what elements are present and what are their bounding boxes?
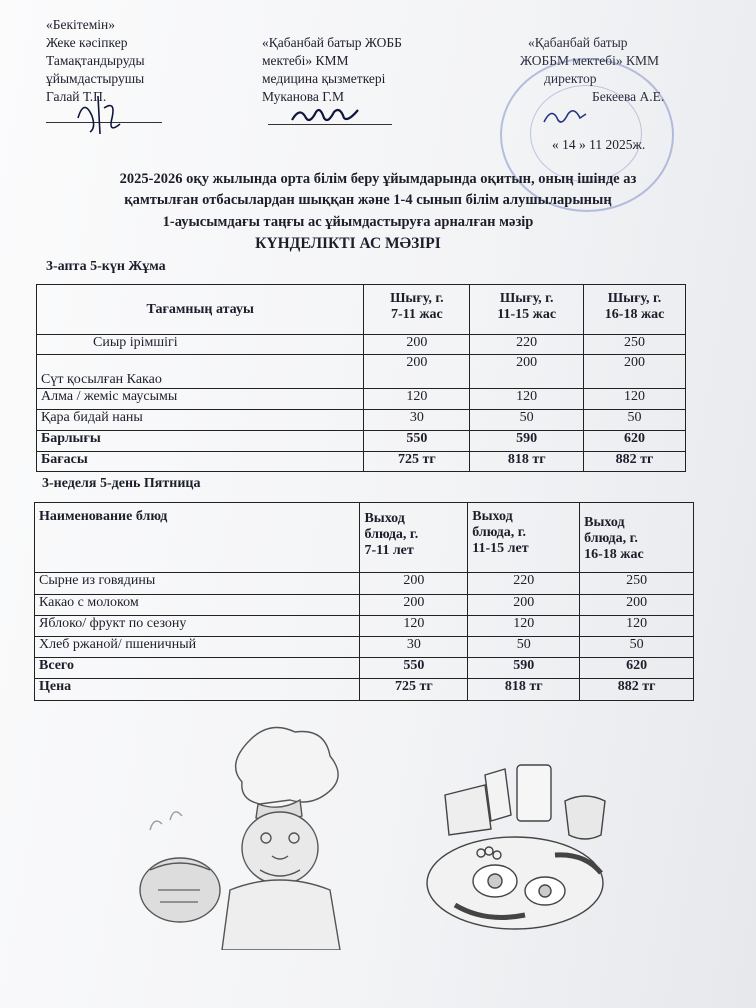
price-row bbox=[35, 679, 694, 701]
column-header: Шығу, г. 7-11 жас bbox=[364, 285, 470, 335]
table-row bbox=[37, 389, 686, 410]
portion-7-11: 200 bbox=[364, 335, 470, 355]
approval-line: ұйымдастырушы bbox=[46, 71, 145, 86]
breakfast-illustration-icon bbox=[425, 755, 625, 935]
table-row bbox=[35, 637, 694, 658]
portion-7-11: 120 bbox=[360, 616, 468, 637]
portion-7-11: 30 bbox=[364, 410, 470, 431]
kz-day-subtitle: 3-апта 5-күн Жұма bbox=[46, 259, 166, 274]
portion-11-15: 220 bbox=[470, 335, 584, 355]
approval-line: «Қабанбай батыр ЖОББ bbox=[262, 35, 402, 50]
table-row bbox=[37, 355, 686, 389]
dish-name: Сиыр ірімшігі bbox=[37, 335, 364, 355]
document-title-line: 1-ауысымдағы таңғы ас ұйымдастыруға арналған мәзір bbox=[162, 214, 534, 230]
total-11-15: 590 bbox=[468, 658, 580, 679]
dish-name: Какао с молоком bbox=[35, 595, 360, 616]
price-16-18: 882 тг bbox=[584, 452, 686, 472]
portion-11-15: 200 bbox=[468, 595, 580, 616]
approval-line: Муканова Г.М bbox=[262, 89, 344, 104]
portion-11-15: 120 bbox=[470, 389, 584, 410]
approval-block-middle bbox=[262, 34, 402, 106]
portion-16-18: 200 bbox=[580, 595, 694, 616]
price-label: Цена bbox=[35, 679, 360, 701]
portion-16-18: 50 bbox=[584, 410, 686, 431]
table-header-row bbox=[35, 503, 694, 573]
ru-day-subtitle: 3-неделя 5-день Пятница bbox=[42, 476, 201, 491]
approval-line: Жеке кәсіпкер bbox=[46, 35, 128, 50]
price-7-11: 725 тг bbox=[360, 679, 468, 701]
approval-date: « 14 » 11 2025ж. bbox=[552, 137, 646, 152]
ru-menu-table bbox=[34, 502, 694, 701]
price-16-18: 882 тг bbox=[580, 679, 694, 701]
table-row bbox=[35, 616, 694, 637]
approval-line: ЖОББМ мектебі» КММ bbox=[520, 53, 659, 68]
total-16-18: 620 bbox=[580, 658, 694, 679]
portion-7-11: 30 bbox=[360, 637, 468, 658]
kz-menu-table bbox=[36, 284, 686, 472]
column-header: Тағамның атауы bbox=[37, 285, 364, 335]
portion-16-18: 50 bbox=[580, 637, 694, 658]
total-7-11: 550 bbox=[364, 431, 470, 452]
total-label: Барлығы bbox=[37, 431, 364, 452]
column-header: Шығу, г. 16-18 жас bbox=[584, 285, 686, 335]
total-16-18: 620 bbox=[584, 431, 686, 452]
signature-right-icon bbox=[540, 104, 590, 128]
total-7-11: 550 bbox=[360, 658, 468, 679]
approval-line: Галай Т.П. bbox=[46, 89, 107, 104]
price-label: Бағасы bbox=[37, 452, 364, 472]
approval-line: медицина қызметкері bbox=[262, 71, 386, 86]
signature-left-icon bbox=[70, 88, 130, 138]
column-header: Выход блюда, г. 7-11 лет bbox=[360, 503, 468, 573]
portion-11-15: 120 bbox=[468, 616, 580, 637]
dish-name: Сырне из говядины bbox=[35, 573, 360, 595]
approval-line: «Бекітемін» bbox=[46, 17, 115, 32]
dish-name: Яблоко/ фрукт по сезону bbox=[35, 616, 360, 637]
column-header: Выход блюда, г. 11-15 лет bbox=[468, 503, 580, 573]
portion-11-15: 50 bbox=[468, 637, 580, 658]
portion-16-18: 250 bbox=[580, 573, 694, 595]
total-row bbox=[37, 431, 686, 452]
approval-block-right bbox=[520, 34, 664, 106]
approval-line: мектебі» КММ bbox=[262, 53, 349, 68]
portion-11-15: 200 bbox=[470, 355, 584, 389]
portion-16-18: 120 bbox=[584, 389, 686, 410]
signature-middle-icon bbox=[290, 104, 360, 126]
column-header: Наименование блюд bbox=[35, 503, 360, 573]
document-heading: КҮНДЕЛІКТІ АС МӘЗІРІ bbox=[255, 235, 441, 252]
approval-line: директор bbox=[544, 71, 597, 86]
document-title-line: 2025-2026 оқу жылында орта білім беру ұйымдарында оқитын, оның ішінде аз bbox=[119, 171, 637, 187]
price-7-11: 725 тг bbox=[364, 452, 470, 472]
table-row bbox=[35, 595, 694, 616]
price-row bbox=[37, 452, 686, 472]
portion-7-11: 200 bbox=[364, 355, 470, 389]
approval-line: Бекеева А.Е. bbox=[592, 89, 665, 104]
column-header: Выход блюда, г. 16-18 жас bbox=[580, 503, 694, 573]
document-title-line: қамтылған отбасылардан шыққан және 1-4 сынып білім алушыларының bbox=[124, 192, 612, 208]
table-row bbox=[35, 573, 694, 595]
dish-name: Хлеб ржаной/ пшеничный bbox=[35, 637, 360, 658]
total-11-15: 590 bbox=[470, 431, 584, 452]
total-label: Всего bbox=[35, 658, 360, 679]
portion-7-11: 120 bbox=[364, 389, 470, 410]
portion-11-15: 50 bbox=[470, 410, 584, 431]
price-11-15: 818 тг bbox=[470, 452, 584, 472]
total-row bbox=[35, 658, 694, 679]
column-header: Шығу, г. 11-15 жас bbox=[470, 285, 584, 335]
chef-illustration-icon bbox=[130, 720, 370, 950]
portion-16-18: 250 bbox=[584, 335, 686, 355]
table-row bbox=[37, 410, 686, 431]
dish-name: Сүт қосылған Какао bbox=[37, 355, 364, 389]
approval-line: «Қабанбай батыр bbox=[528, 35, 628, 50]
dish-name: Алма / жеміс маусымы bbox=[37, 389, 364, 410]
portion-7-11: 200 bbox=[360, 573, 468, 595]
portion-7-11: 200 bbox=[360, 595, 468, 616]
portion-16-18: 200 bbox=[584, 355, 686, 389]
table-header-row bbox=[37, 285, 686, 335]
approval-line: Тамақтандыруды bbox=[46, 53, 145, 68]
dish-name: Қара бидай наны bbox=[37, 410, 364, 431]
portion-16-18: 120 bbox=[580, 616, 694, 637]
portion-11-15: 220 bbox=[468, 573, 580, 595]
price-11-15: 818 тг bbox=[468, 679, 580, 701]
table-row bbox=[37, 335, 686, 355]
